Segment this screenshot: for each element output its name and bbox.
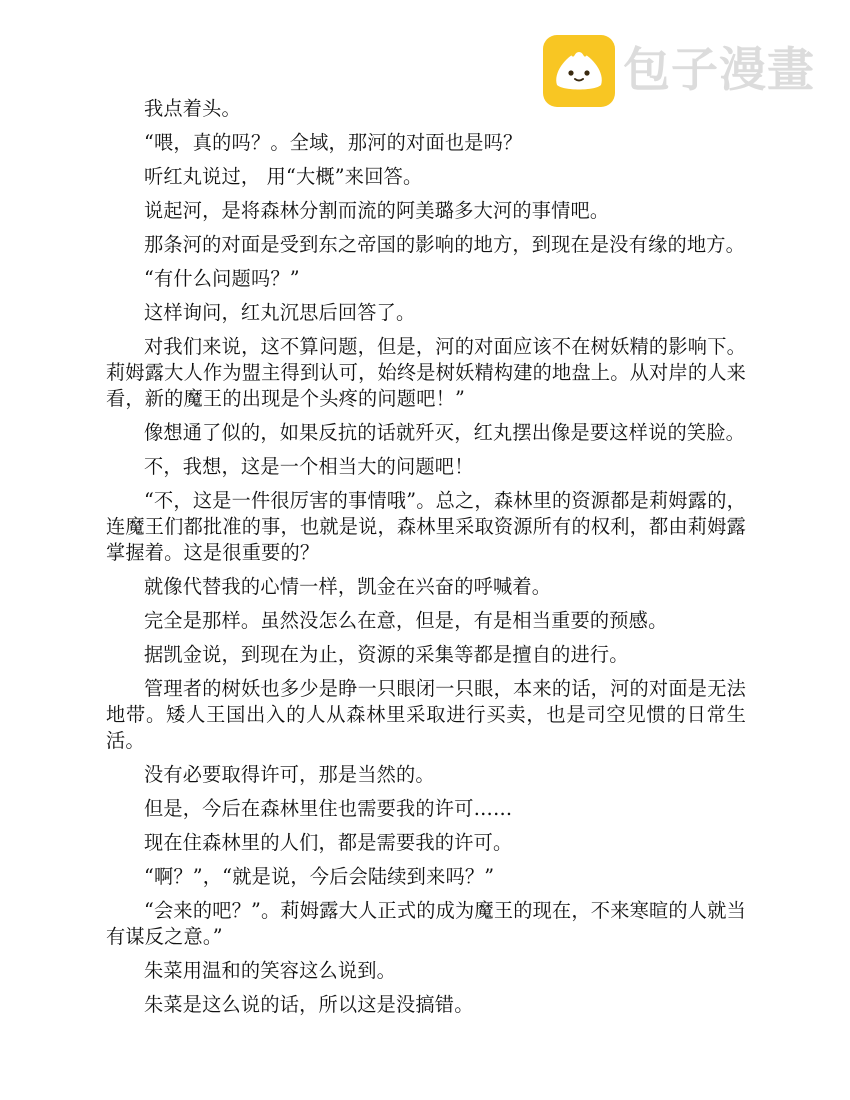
paragraph: 完全是那样。虽然没怎么在意，但是，有是相当重要的预感。 — [144, 609, 668, 632]
paragraph: 不，我想，这是一个相当大的问题吧！ — [144, 455, 474, 478]
paragraph: 朱菜用温和的笑容这么说到。 — [144, 959, 397, 982]
paragraph: 这样询问，红丸沉思后回答了。 — [144, 301, 416, 324]
paragraph: 现在住森林里的人们，都是需要我的许可。 — [144, 831, 513, 854]
paragraph: “不，这是一件很厉害的事情哦”。总之，森林里的资源都是莉姆露的，连魔王们都批准的事，也就是说，森林里采取资源所有的权利，都由莉姆露掌握着。这是很重要的？ — [106, 489, 746, 564]
document-body — [106, 96, 746, 1026]
paragraph: 就像代替我的心情一样，凯金在兴奋的呼喊着。 — [144, 575, 552, 598]
paragraph: 那条河的对面是受到东之帝国的影响的地方，到现在是没有缘的地方。 — [144, 233, 746, 256]
watermark-text: 包子漫畫 — [623, 43, 815, 98]
paragraph: 据凯金说，到现在为止，资源的采集等都是擅自的进行。 — [144, 643, 629, 666]
paragraph: “会来的吧？”。莉姆露大人正式的成为魔王的现在，不来寒暄的人就当有谋反之意。” — [106, 899, 746, 948]
paragraph: “喂，真的吗？。全域，那河的对面也是吗？ — [144, 131, 523, 154]
paragraph: 对我们来说，这不算问题，但是，河的对面应该不在树妖精的影响下。莉姆露大人作为盟主得到认可，始终是树妖精构建的地盘上。从对岸的人来看，新的魔王的出现是个头疼的问题吧！” — [106, 335, 746, 410]
paragraph: 没有必要取得许可，那是当然的。 — [144, 763, 435, 786]
paragraph: 我点着头。 — [144, 97, 241, 120]
paragraph: 像想通了似的，如果反抗的话就歼灭，红丸摆出像是要这样说的笑脸。 — [144, 421, 746, 444]
paragraph: “啊？”，“就是说，今后会陆续到来吗？” — [144, 865, 495, 888]
paragraph: “有什么问题吗？” — [144, 267, 300, 290]
paragraph: 朱菜是这么说的话，所以这是没搞错。 — [144, 993, 474, 1016]
paragraph: 但是，今后在森林里住也需要我的许可…… — [144, 797, 513, 820]
paragraph: 说起河，是将森林分割而流的阿美璐多大河的事情吧。 — [144, 199, 610, 222]
paragraph: 听红丸说过， 用“大概”来回答。 — [144, 165, 423, 188]
paragraph: 管理者的树妖也多少是睁一只眼闭一只眼，本来的话，河的对面是无法地带。矮人王国出入的人从森林里采取进行买卖，也是司空见惯的日常生活。 — [106, 677, 746, 752]
